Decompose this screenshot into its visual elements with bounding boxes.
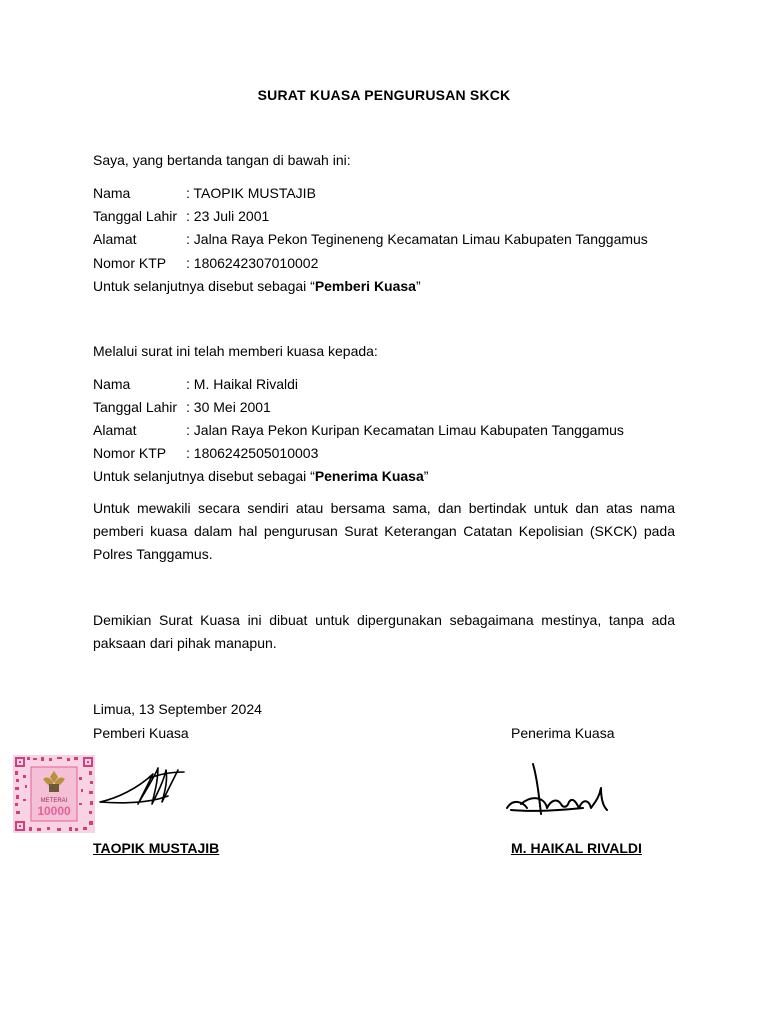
- closing-paragraph: Demikian Surat Kuasa ini dibuat untuk dipergunakan sebagaimana mestinya, tanpa ada paksaan dari pihak manapun.: [93, 612, 675, 651]
- field-value: : 23 Juli 2001: [186, 208, 270, 224]
- grantor-name-row: [93, 184, 316, 202]
- field-value: : Jalan Raya Pekon Kuripan Kecamatan Limau Kabupaten Tanggamus: [186, 422, 624, 438]
- field-label: Nama: [93, 376, 131, 392]
- grantor-role-label: Pemberi Kuasa: [93, 725, 189, 741]
- referred-term: Penerima Kuasa: [314, 468, 424, 484]
- grantor-referred-as: [93, 277, 421, 295]
- grantee-role-label: Penerima Kuasa: [511, 725, 615, 741]
- grantor-printed-name: TAOPIK MUSTAJIB: [93, 840, 220, 856]
- meterai-stamp-icon: [13, 755, 95, 833]
- field-value: : TAOPIK MUSTAJIB: [186, 185, 316, 201]
- field-label: Nomor KTP: [93, 445, 167, 461]
- field-label: Alamat: [93, 422, 137, 438]
- field-label: Tanggal Lahir: [93, 208, 178, 224]
- grantee-birthdate-row: [93, 398, 271, 416]
- grantee-name-row: [93, 375, 298, 393]
- grantee-signature-icon: [503, 758, 613, 818]
- referred-suffix: ”: [423, 468, 429, 484]
- grantee-ktp-row: [93, 444, 318, 462]
- field-label: Tanggal Lahir: [93, 399, 178, 415]
- grantor-birthdate-row: [93, 207, 269, 225]
- grantee-referred-as: [93, 467, 428, 485]
- grantor-address-row: [93, 230, 648, 248]
- purpose-paragraph: Untuk mewakili secara sendiri atau bersama sama, dan bertindak untuk dan atas nama pemberi kuasa dalam hal pengurusan Surat Keterangan Catatan Kepolisian (SKCK) pada Polres Tanggamus.: [93, 500, 675, 562]
- field-value: : 30 Mei 2001: [186, 399, 271, 415]
- grantor-ktp-row: [93, 254, 318, 272]
- stamp-top-text: METERAI: [40, 798, 68, 804]
- grantor-signature-icon: [98, 760, 188, 810]
- referred-term: Pemberi Kuasa: [314, 278, 416, 294]
- place-date: Limua, 13 September 2024: [93, 701, 262, 717]
- field-value: : 1806242307010002: [186, 255, 319, 271]
- intro-text: Saya, yang bertanda tangan di bawah ini:: [93, 152, 351, 168]
- grantee-printed-name: M. HAIKAL RIVALDI: [511, 840, 642, 856]
- grant-intro-text: Melalui surat ini telah memberi kuasa kepada:: [93, 343, 378, 359]
- field-label: Alamat: [93, 231, 137, 247]
- field-label: Nama: [93, 185, 131, 201]
- document-title: SURAT KUASA PENGURUSAN SKCK: [257, 87, 511, 103]
- referred-suffix: ”: [415, 278, 421, 294]
- stamp-amount: 10000: [37, 804, 71, 818]
- field-value: : M. Haikal Rivaldi: [186, 376, 299, 392]
- field-value: : Jalna Raya Pekon Tegineneng Kecamatan Limau Kabupaten Tanggamus: [186, 231, 648, 247]
- referred-prefix: Untuk selanjutnya disebut sebagai “: [93, 468, 315, 484]
- field-value: : 1806242505010003: [186, 445, 319, 461]
- grantee-address-row: [93, 421, 624, 439]
- field-label: Nomor KTP: [93, 255, 167, 271]
- referred-prefix: Untuk selanjutnya disebut sebagai “: [93, 278, 315, 294]
